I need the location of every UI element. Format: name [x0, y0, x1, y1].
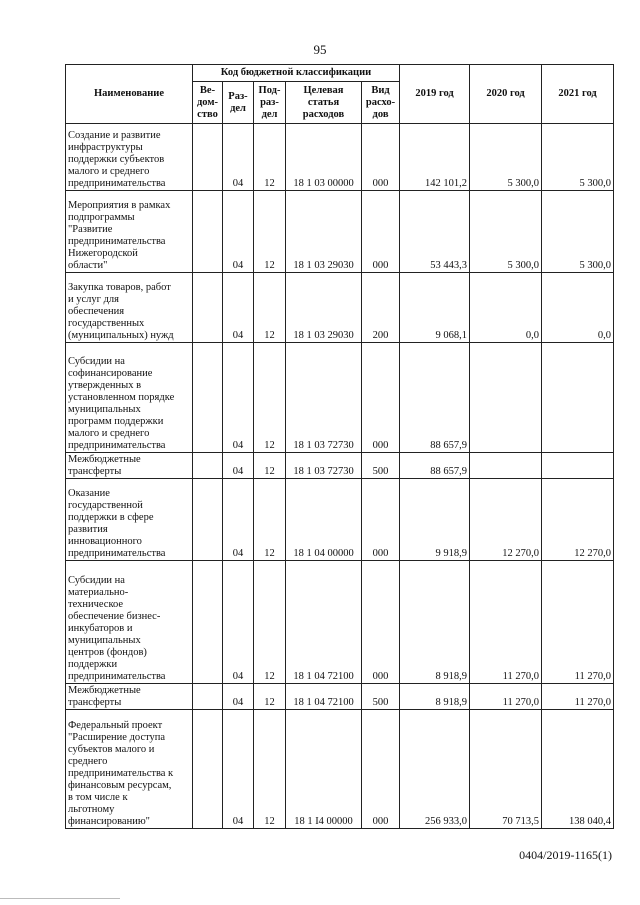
- row-podrazdel: 12: [254, 453, 286, 479]
- row-vid: 000: [362, 479, 400, 561]
- row-vid: 500: [362, 453, 400, 479]
- row-value-2019: 142 101,2: [400, 124, 470, 191]
- row-value-2019: 8 918,9: [400, 684, 470, 710]
- page-number: 95: [313, 42, 327, 57]
- row-name: Закупка товаров, работ и услуг для обеспечения государственных (муниципальных) нужд: [66, 273, 193, 343]
- row-value-2019: 53 443,3: [400, 191, 470, 273]
- table-row: [66, 561, 614, 684]
- row-vedomstvo: [193, 684, 223, 710]
- row-value-2020: 70 713,5: [470, 710, 542, 829]
- row-value-2019: 88 657,9: [400, 453, 470, 479]
- row-target: 18 1 04 72100: [286, 684, 362, 710]
- table-row: [66, 710, 614, 829]
- row-value-2021: 11 270,0: [542, 561, 614, 684]
- row-value-2020: 12 270,0: [470, 479, 542, 561]
- header-2020: 2020 год: [470, 65, 542, 124]
- row-value-2020: 11 270,0: [470, 684, 542, 710]
- row-vedomstvo: [193, 453, 223, 479]
- row-value-2021: 11 270,0: [542, 684, 614, 710]
- row-vedomstvo: [193, 343, 223, 453]
- table-row: [66, 273, 614, 343]
- row-podrazdel: 12: [254, 684, 286, 710]
- row-target: 18 1 03 72730: [286, 453, 362, 479]
- header-vedomstvo: Ве- дом- ство: [193, 82, 223, 124]
- row-name: Межбюджетные трансферты: [66, 684, 193, 710]
- row-razdel: 04: [223, 124, 254, 191]
- row-razdel: 04: [223, 561, 254, 684]
- row-name: Оказание государственной поддержки в сфере развития инновационного предпринимательства: [66, 479, 193, 561]
- row-value-2020: 5 300,0: [470, 124, 542, 191]
- row-podrazdel: 12: [254, 561, 286, 684]
- table-row: [66, 191, 614, 273]
- row-value-2021: 12 270,0: [542, 479, 614, 561]
- row-vedomstvo: [193, 561, 223, 684]
- header-podrazdel: Под- раз- дел: [254, 82, 286, 124]
- row-value-2021: 138 040,4: [542, 710, 614, 829]
- row-podrazdel: 12: [254, 343, 286, 453]
- row-vid: 200: [362, 273, 400, 343]
- row-value-2019: 256 933,0: [400, 710, 470, 829]
- row-vid: 000: [362, 124, 400, 191]
- header-name: Наименование: [66, 65, 193, 124]
- row-value-2021: [542, 453, 614, 479]
- header-vid: Вид расхо- дов: [362, 82, 400, 124]
- row-razdel: 04: [223, 684, 254, 710]
- row-value-2020: 5 300,0: [470, 191, 542, 273]
- row-value-2021: [542, 343, 614, 453]
- row-vedomstvo: [193, 479, 223, 561]
- row-name: Мероприятия в рамках подпрограммы "Развитие предпринимательства Нижегородской области": [66, 191, 193, 273]
- row-value-2021: 5 300,0: [542, 191, 614, 273]
- row-name: Межбюджетные трансферты: [66, 453, 193, 479]
- row-vedomstvo: [193, 273, 223, 343]
- row-vid: 000: [362, 710, 400, 829]
- budget-table: [65, 64, 614, 829]
- header-budget-code-group: Код бюджетной классификации: [193, 65, 400, 82]
- row-razdel: 04: [223, 273, 254, 343]
- row-vedomstvo: [193, 191, 223, 273]
- row-name: Субсидии на софинансирование утвержденных в установленном порядке муниципальных программ поддержки малого и среднего предпринимательства: [66, 343, 193, 453]
- row-vid: 000: [362, 561, 400, 684]
- row-value-2019: 88 657,9: [400, 343, 470, 453]
- document-code: 0404/2019-1165(1): [519, 848, 612, 862]
- row-name: Создание и развитие инфраструктуры поддержки субъектов малого и среднего предпринимательства: [66, 124, 193, 191]
- row-value-2021: 0,0: [542, 273, 614, 343]
- row-target: 18 1 I4 00000: [286, 710, 362, 829]
- row-value-2019: 8 918,9: [400, 561, 470, 684]
- row-value-2021: 5 300,0: [542, 124, 614, 191]
- row-vid: 000: [362, 191, 400, 273]
- row-vedomstvo: [193, 710, 223, 829]
- row-razdel: 04: [223, 710, 254, 829]
- table-row: [66, 124, 614, 191]
- row-target: 18 1 03 29030: [286, 191, 362, 273]
- table-row: [66, 453, 614, 479]
- row-value-2020: [470, 343, 542, 453]
- row-vid: 000: [362, 343, 400, 453]
- row-podrazdel: 12: [254, 710, 286, 829]
- row-value-2019: 9 918,9: [400, 479, 470, 561]
- row-razdel: 04: [223, 191, 254, 273]
- row-value-2019: 9 068,1: [400, 273, 470, 343]
- row-razdel: 04: [223, 479, 254, 561]
- row-podrazdel: 12: [254, 273, 286, 343]
- row-target: 18 1 04 00000: [286, 479, 362, 561]
- row-podrazdel: 12: [254, 191, 286, 273]
- header-razdel: Раз- дел: [223, 82, 254, 124]
- row-podrazdel: 12: [254, 479, 286, 561]
- row-name: Федеральный проект "Расширение доступа субъектов малого и среднего предпринимательства к финансовым ресурсам, в том числе к льготному финансированию": [66, 710, 193, 829]
- row-vedomstvo: [193, 124, 223, 191]
- header-2021: 2021 год: [542, 65, 614, 124]
- table-row: [66, 479, 614, 561]
- row-target: 18 1 03 72730: [286, 343, 362, 453]
- header-2019: 2019 год: [400, 65, 470, 124]
- row-name: Субсидии на материально- техническое обеспечение бизнес- инкубаторов и муниципальных центров (фондов) поддержки предпринимательства: [66, 561, 193, 684]
- table-row: [66, 343, 614, 453]
- row-target: 18 1 04 72100: [286, 561, 362, 684]
- table-row: [66, 684, 614, 710]
- row-value-2020: 11 270,0: [470, 561, 542, 684]
- row-razdel: 04: [223, 453, 254, 479]
- footer-rule: [0, 898, 120, 899]
- row-vid: 500: [362, 684, 400, 710]
- row-target: 18 1 03 29030: [286, 273, 362, 343]
- row-target: 18 1 03 00000: [286, 124, 362, 191]
- row-value-2020: [470, 453, 542, 479]
- header-target: Целевая статья расходов: [286, 82, 362, 124]
- row-value-2020: 0,0: [470, 273, 542, 343]
- row-podrazdel: 12: [254, 124, 286, 191]
- row-razdel: 04: [223, 343, 254, 453]
